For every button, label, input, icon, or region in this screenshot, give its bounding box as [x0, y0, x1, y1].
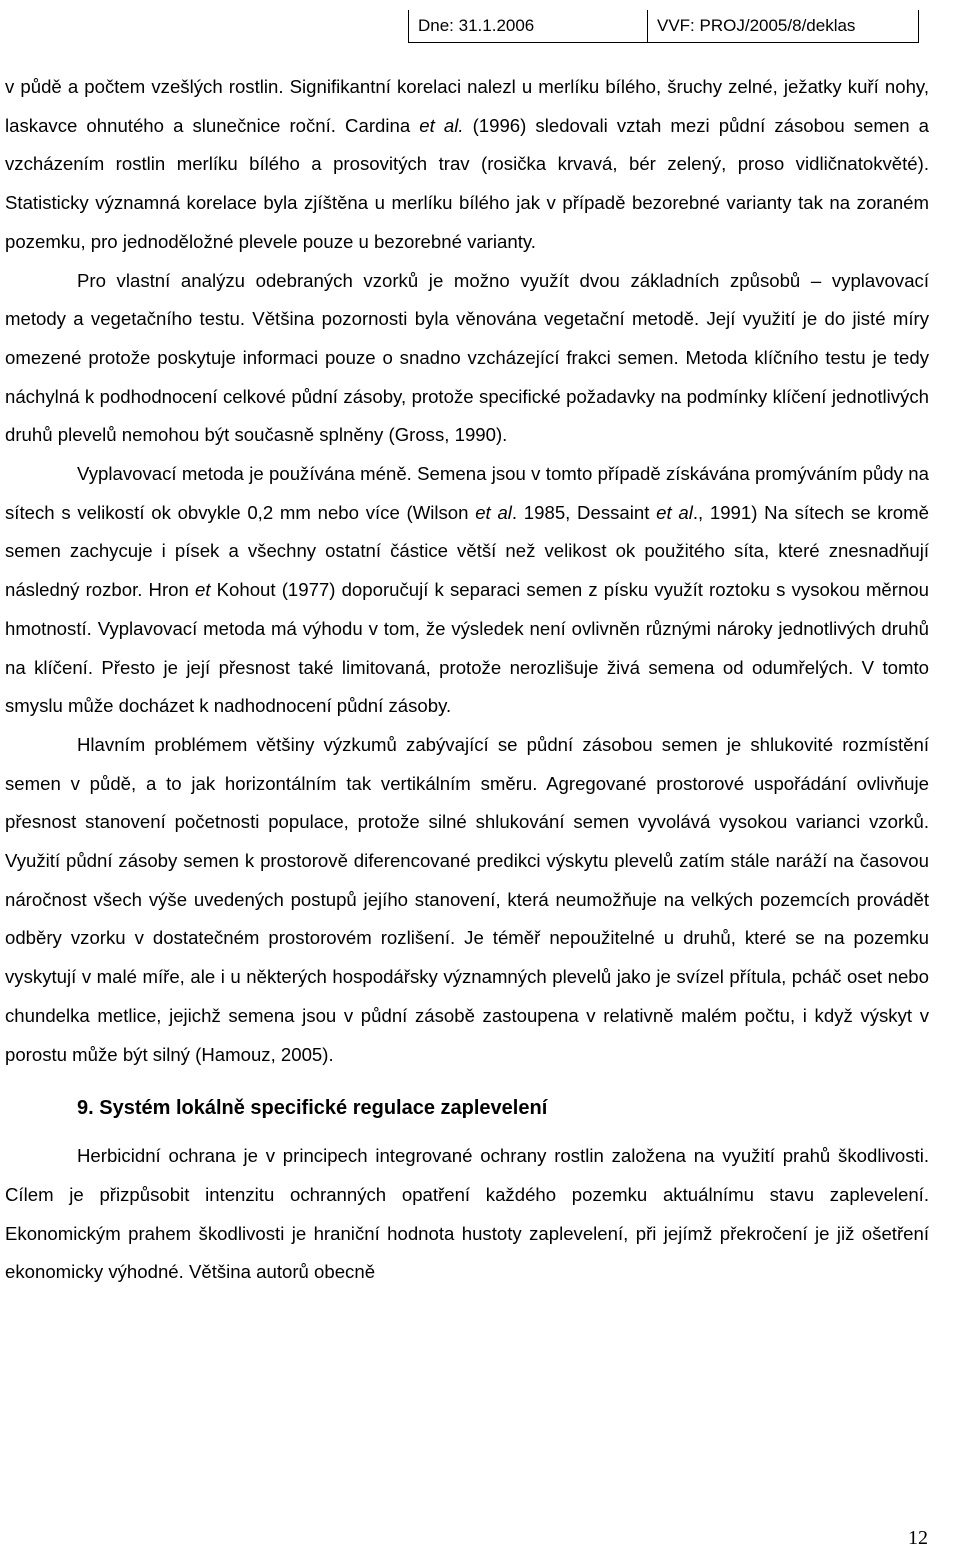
- paragraph-4: Hlavním problémem většiny výzkumů zabývající se půdní zásobou semen je shlukovité rozmístění semen v půdě, a to jak horizontálním tak vertikálním směru. Agregované prostorové uspořádání ovlivňuje přesnost stanovení početnosti populace, protože silné shlukování semen vyvolává vysokou varianci vzorků. Využití půdní zásoby semen k prostorově diferencované predikci výskytu plevelů zatím stále naráží na časovou náročnost všech výše uvedených postupů jejího stanovení, která neumožňuje na velkých pozemcích provádět odběry vzorku v dostatečném prostorovém rozlišení. Je téměř nepoužitelné u druhů, které se na pozemku vyskytují v malé míře, ale i u některých hospodářsky významných plevelů jako je svízel přítula, pcháč oset nebo chundelka metlice, jejichž semena jsou v půdní zásobě zastoupena v relativně malém počtu, i když výskyt v porostu může být silný (Hamouz, 2005).: [5, 733, 929, 1065]
- paragraph-3: [5, 455, 929, 726]
- paragraph-3-text-d: Kohout (1977) doporučují k separaci semen z písku využít roztoku s vysokou měrnou hmotností. Vyplavovací metoda má výhodu v tom, že výsledek není ovlivněn různými nároky jednotlivých druhů na klíčení. Přesto je její přesnost také limitovaná, protože nerozlišuje živá semena od odumřelých. V tomto smyslu může docházet k nadhodnocení půdní zásoby.: [5, 579, 929, 717]
- document-body: [5, 68, 929, 1292]
- paragraph-3-text-b: . 1985, Dessaint: [511, 501, 657, 523]
- paragraph-5: Herbicidní ochrana je v principech integrované ochrany rostlin založena na využití prahů škodlivosti. Cílem je přizpůsobit intenzitu ochranných opatření každého pozemku aktuálnímu stavu zaplevelení. Ekonomickým prahem škodlivosti je hraniční hodnota hustoty zaplevelení, při jejímž překročení je již ošetření ekonomicky výhodné. Většina autorů obecně: [5, 1145, 929, 1283]
- et-al-italic: et al: [475, 501, 512, 523]
- et-al-italic: et al: [656, 501, 693, 523]
- paragraph-1-text-b: (1996) sledovali vztah mezi půdní zásobou semen a vzcházením rostlin merlíku bílého a prosovitých trav (rosička krvavá, bér zelený, proso vidličnatokvěté). Statisticky významná korelace byla zjíštěna u merlíku bílého jak v případě bezorebné varianty tak na zoraném pozemku, pro jednoděložné plevele pouze u bezorebné varianty.: [5, 114, 929, 252]
- paragraph-3-text-a: Vyplavovací metoda je používána méně. Semena jsou v tomto případě získávána promýváním půdy na sítech s velikostí ok obvykle 0,2 mm nebo více (Wilson: [5, 463, 929, 523]
- paragraph-3-text-c: ., 1991) Na sítech se kromě semen zachycuje i písek a všechny ostatní částice větší než velikost ok použitého síta, které znesnadňují následný rozbor. Hron: [5, 501, 929, 601]
- header-date: Dne: 31.1.2006: [408, 10, 648, 42]
- header-reference: VVF: PROJ/2005/8/deklas: [648, 10, 919, 42]
- paragraph-1: [5, 68, 929, 262]
- page-header: [408, 10, 919, 43]
- paragraph-2: Pro vlastní analýzu odebraných vzorků je možno využít dvou základních způsobů – vyplavovací metody a vegetačního testu. Většina pozornosti byla věnována vegetační metodě. Její využití je do jisté míry omezené protože poskytuje informaci pouze o snadno vzcházející frakci semen. Metoda klíčního testu je tedy náchylná k podhodnocení celkové půdní zásoby, protože specifické požadavky na podmínky klíčení jednotlivých druhů plevelů nemohou být současně splněny (Gross, 1990).: [5, 269, 929, 446]
- section-heading: 9. Systém lokálně specifické regulace zaplevelení: [77, 1097, 548, 1120]
- et-italic: et: [194, 579, 211, 601]
- paragraph-1-text-a: v půdě a počtem vzešlých rostlin. Signifikantní korelaci nalezl u merlíku bílého, šruchy zelné, ježatky kuří nohy, laskavce ohnutého a slunečnice roční. Cardina: [5, 76, 929, 136]
- page-number: 12: [908, 1527, 928, 1549]
- et-al-italic: et al.: [419, 114, 464, 136]
